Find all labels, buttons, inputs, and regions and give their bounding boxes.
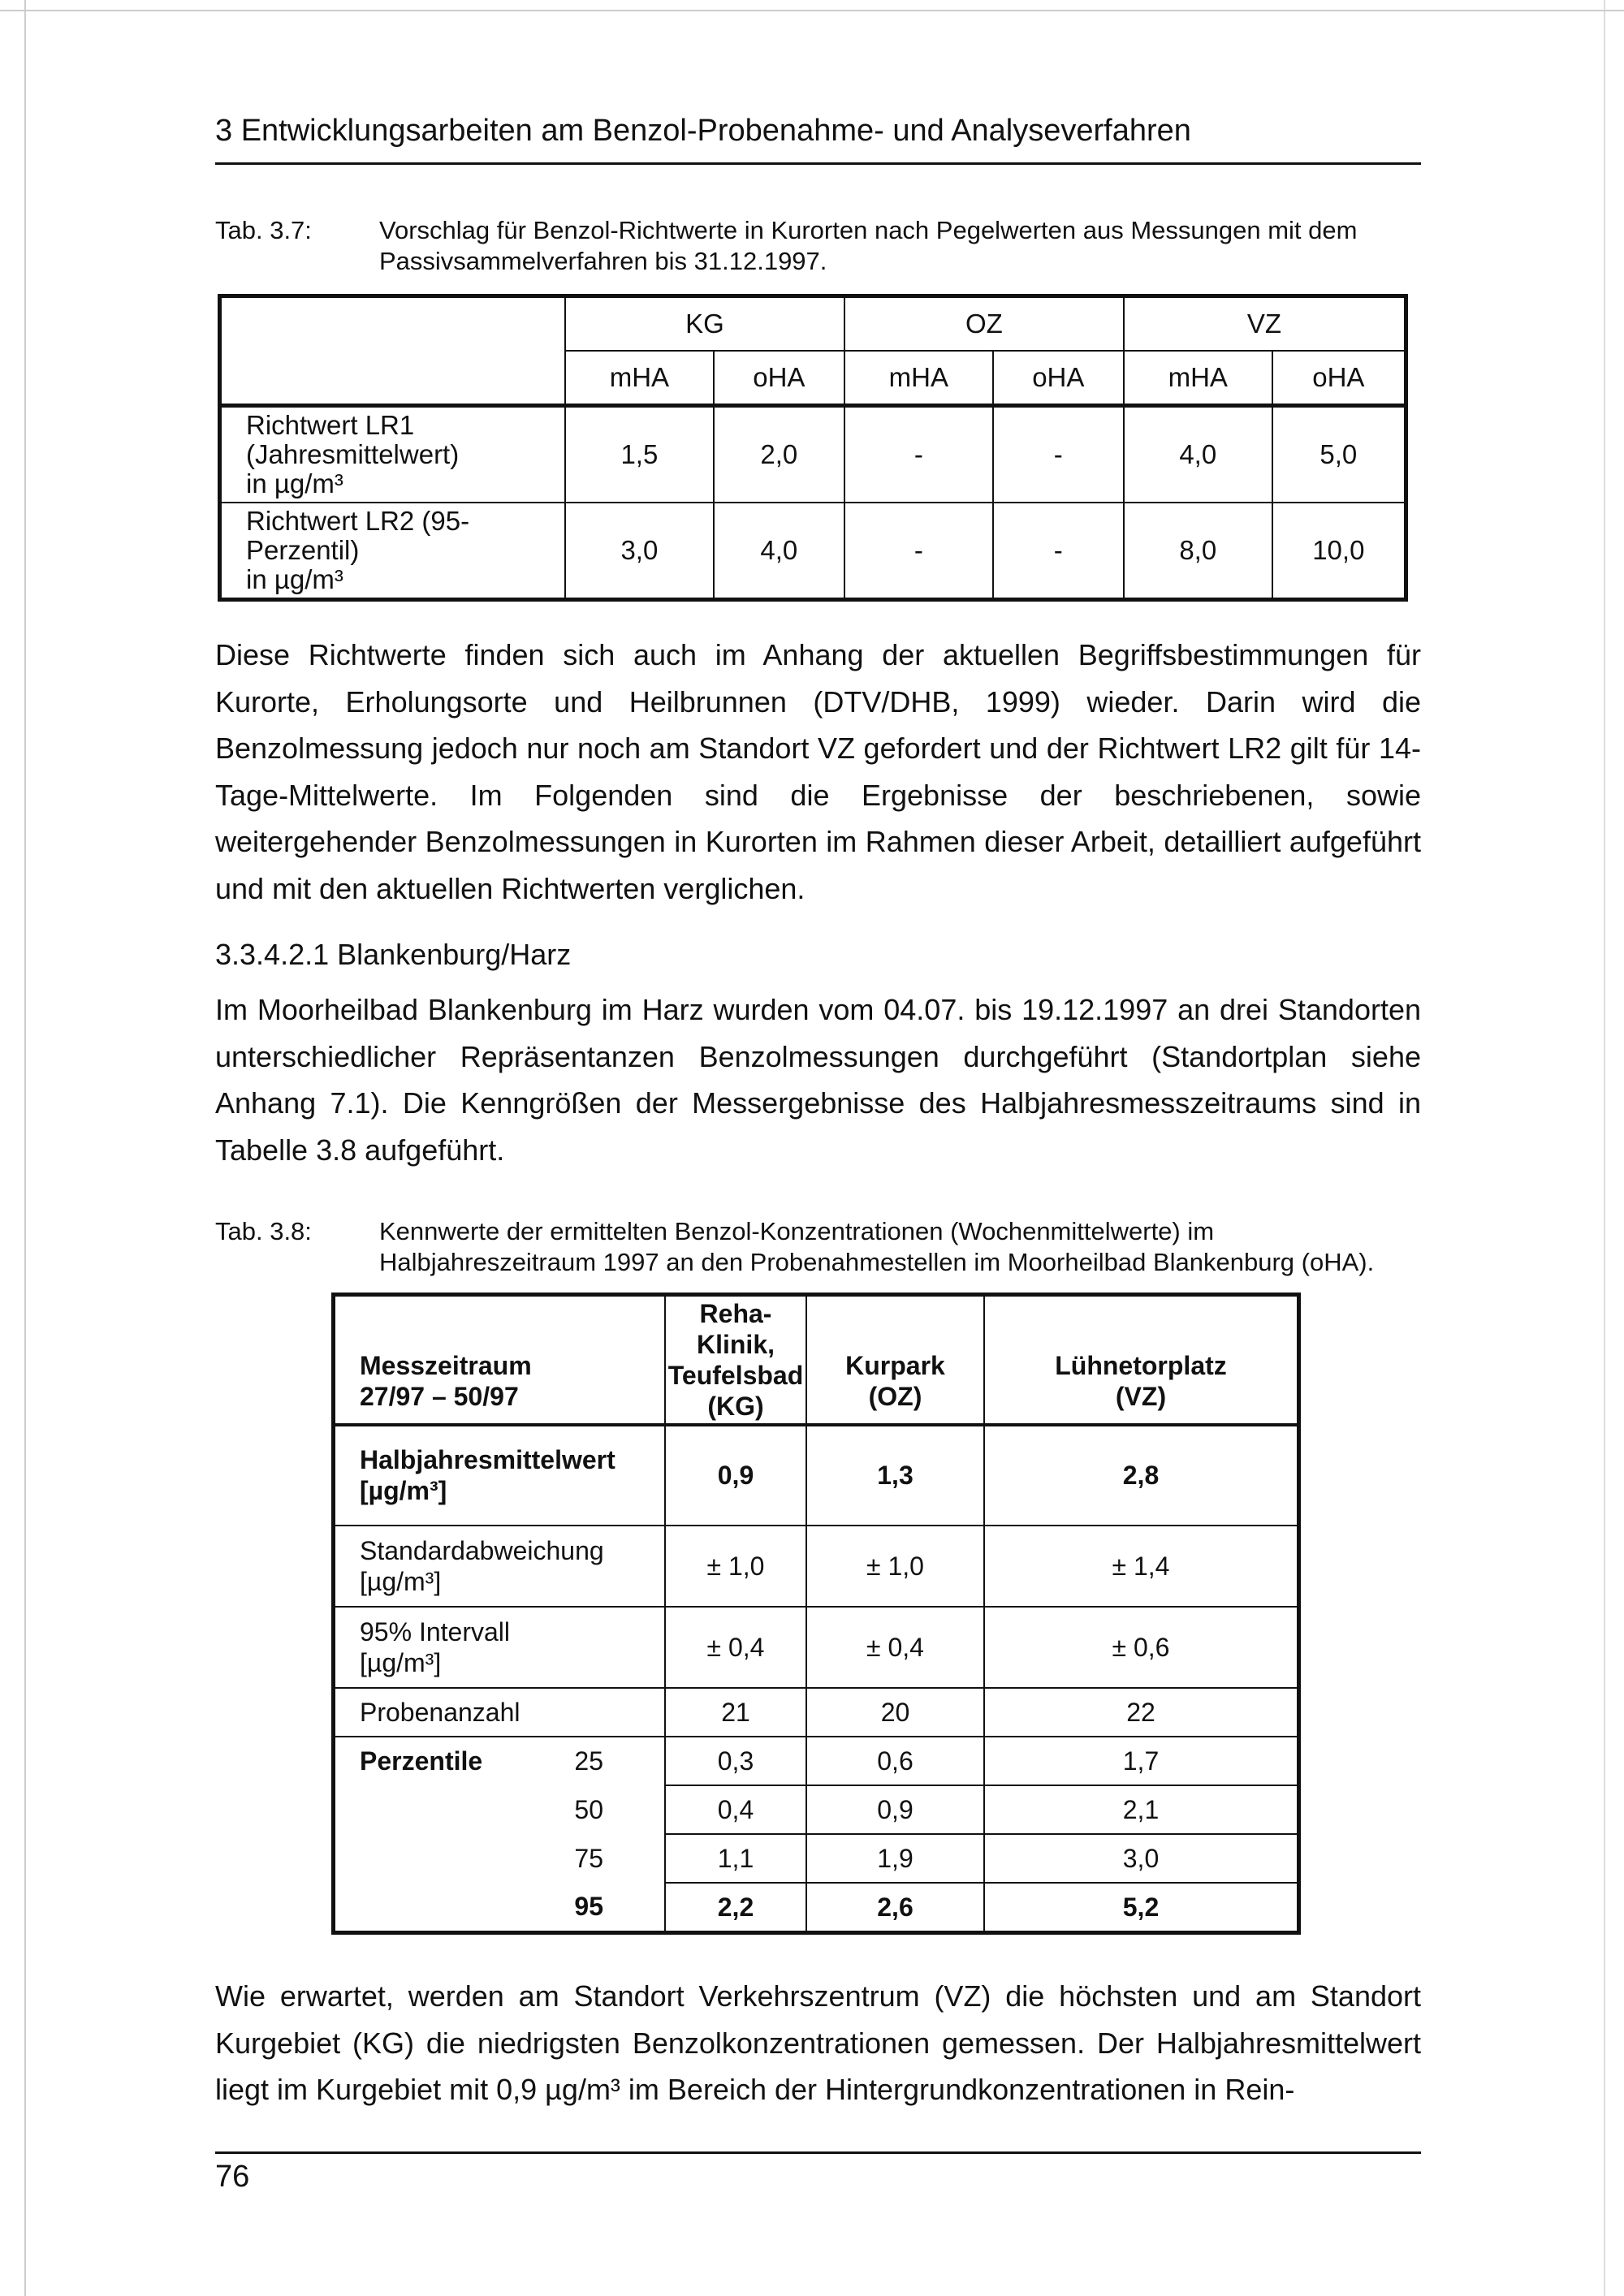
- cell: 1,3: [806, 1425, 984, 1526]
- row-label: 50: [334, 1785, 666, 1834]
- row-label: 95% Intervall [µg/m³]: [334, 1607, 666, 1688]
- sub-header: oHA: [993, 351, 1124, 406]
- row-label: Richtwert LR2 (95-Perzentil) in µg/m³: [220, 503, 566, 600]
- table-row: [334, 1425, 1299, 1526]
- cell: 1,5: [565, 406, 714, 503]
- sub-header: mHA: [844, 351, 993, 406]
- caption-text: Kennwerte der ermittelten Benzol-Konzentrationen (Wochenmittelwerte) im Halbjahreszeitraum 1997 an den Probenahmestellen im Moorheilbad Blankenburg (oHA).: [379, 1217, 1375, 1276]
- cell: 2,0: [714, 406, 844, 503]
- row-label: Richtwert LR1 (Jahresmittelwert) in µg/m³: [220, 406, 566, 503]
- cell: ± 0,4: [665, 1607, 806, 1688]
- cell: -: [993, 406, 1124, 503]
- caption-label: Tab. 3.8:: [215, 1217, 312, 1245]
- group-header: VZ: [1124, 296, 1406, 352]
- section-heading: 3.3.4.2.1 Blankenburg/Harz: [215, 938, 572, 971]
- page-number: 76: [215, 2160, 250, 2194]
- corner-cell: [220, 296, 566, 406]
- cell: -: [844, 503, 993, 600]
- cell: 5,2: [984, 1883, 1299, 1933]
- cell: 4,0: [714, 503, 844, 600]
- caption-label: Tab. 3.7:: [215, 216, 312, 244]
- cell: 2,1: [984, 1785, 1299, 1834]
- cell: 5,0: [1272, 406, 1406, 503]
- sub-header: mHA: [565, 351, 714, 406]
- cell: ± 1,4: [984, 1526, 1299, 1607]
- group-header: KG: [565, 296, 844, 352]
- percentile-row: [334, 1785, 1299, 1834]
- column-header: Kurpark (OZ): [806, 1295, 984, 1425]
- column-header: Reha-Klinik, Teufelsbad (KG): [665, 1295, 806, 1425]
- body-paragraph: Wie erwartet, werden am Standort Verkehrszentrum (VZ) die höchsten und am Standort Kurgebiet (KG) die niedrigsten Benzolkonzentrationen gemessen. Der Halbjahresmittelwert liegt im Kurgebiet mit 0,9 µg/m³ im Bereich der Hintergrundkonzentrationen in Rein-: [215, 1979, 1421, 2106]
- group-header: OZ: [844, 296, 1124, 352]
- cell: ± 0,4: [806, 1607, 984, 1688]
- cell: 0,9: [806, 1785, 984, 1834]
- cell: 2,2: [665, 1883, 806, 1933]
- footer-rule: [215, 2151, 1421, 2154]
- cell: 0,3: [665, 1737, 806, 1785]
- cell: 20: [806, 1688, 984, 1737]
- table-row: [334, 1688, 1299, 1737]
- cell: 0,9: [665, 1425, 806, 1526]
- cell: 1,7: [984, 1737, 1299, 1785]
- body-paragraph: Im Moorheilbad Blankenburg im Harz wurden vom 04.07. bis 19.12.1997 an drei Standorten unterschiedlicher Repräsentanzen Benzolmessungen durchgeführt (Standortplan siehe Anhang 7.1). Die Kenngrößen der Messergebnisse des Halbjahresmesszeitraums sind in Tabelle 3.8 aufgeführt.: [215, 993, 1421, 1167]
- table-row: [334, 1526, 1299, 1607]
- cell: ± 0,6: [984, 1607, 1299, 1688]
- corner-cell: Messzeitraum 27/97 – 50/97: [334, 1295, 666, 1425]
- cell: 4,0: [1124, 406, 1272, 503]
- cell: 10,0: [1272, 503, 1406, 600]
- cell: 0,4: [665, 1785, 806, 1834]
- table2-caption: [215, 1216, 1425, 1278]
- cell: ± 1,0: [665, 1526, 806, 1607]
- percentile-row: [334, 1737, 1299, 1785]
- cell: 0,6: [806, 1737, 984, 1785]
- scan-edge-top: [0, 10, 1624, 11]
- row-label: 95: [334, 1883, 666, 1933]
- row-label: Standardabweichung [µg/m³]: [334, 1526, 666, 1607]
- cell: 2,8: [984, 1425, 1299, 1526]
- cell: 1,9: [806, 1834, 984, 1883]
- percentile-row: [334, 1883, 1299, 1933]
- caption-text: Vorschlag für Benzol-Richtwerte in Kurorten nach Pegelwerten aus Messungen mit dem Passivsammelverfahren bis 31.12.1997.: [379, 216, 1358, 275]
- table1-caption: [215, 215, 1425, 277]
- cell: 3,0: [565, 503, 714, 600]
- cell: 21: [665, 1688, 806, 1737]
- kennwerte-table: [331, 1293, 1301, 1935]
- cell: 1,1: [665, 1834, 806, 1883]
- row-label: Halbjahresmittelwert [µg/m³]: [334, 1425, 666, 1526]
- column-header: Lühnetorplatz (VZ): [984, 1295, 1299, 1425]
- row-label: Perzentile 25: [334, 1737, 666, 1785]
- table-row: [334, 1607, 1299, 1688]
- cell: ± 1,0: [806, 1526, 984, 1607]
- cell: 3,0: [984, 1834, 1299, 1883]
- body-paragraph: Diese Richtwerte finden sich auch im Anhang der aktuellen Begriffsbestimmungen für Kurorte, Erholungsorte und Heilbrunnen (DTV/DHB, 1999) wieder. Darin wird die Benzolmessung jedoch nur noch am Standort VZ gefordert und der Richtwert LR2 gilt für 14-Tage-Mittelwerte. Im Folgenden sind die Ergebnisse der beschriebenen, sowie weitergehender Benzolmessungen in Kurorten im Rahmen dieser Arbeit, detailliert aufgeführt und mit den aktuellen Richtwerten verglichen.: [215, 638, 1421, 905]
- percentile-row: [334, 1834, 1299, 1883]
- scan-edge-right: [1604, 0, 1605, 2296]
- sub-header: oHA: [714, 351, 844, 406]
- cell: 2,6: [806, 1883, 984, 1933]
- cell: 8,0: [1124, 503, 1272, 600]
- richtwerte-table: [218, 294, 1408, 602]
- running-header: 3 Entwicklungsarbeiten am Benzol-Probenahme- und Analyseverfahren: [215, 114, 1191, 148]
- sub-header: oHA: [1272, 351, 1406, 406]
- cell: -: [844, 406, 993, 503]
- table-row: [220, 503, 1406, 600]
- scan-edge-left: [24, 0, 26, 2296]
- row-label: Probenanzahl: [334, 1688, 666, 1737]
- header-row: [334, 1295, 1299, 1425]
- cell: -: [993, 503, 1124, 600]
- sub-header: mHA: [1124, 351, 1272, 406]
- row-label: 75: [334, 1834, 666, 1883]
- header-rule: [215, 162, 1421, 165]
- cell: 22: [984, 1688, 1299, 1737]
- table-row: [220, 406, 1406, 503]
